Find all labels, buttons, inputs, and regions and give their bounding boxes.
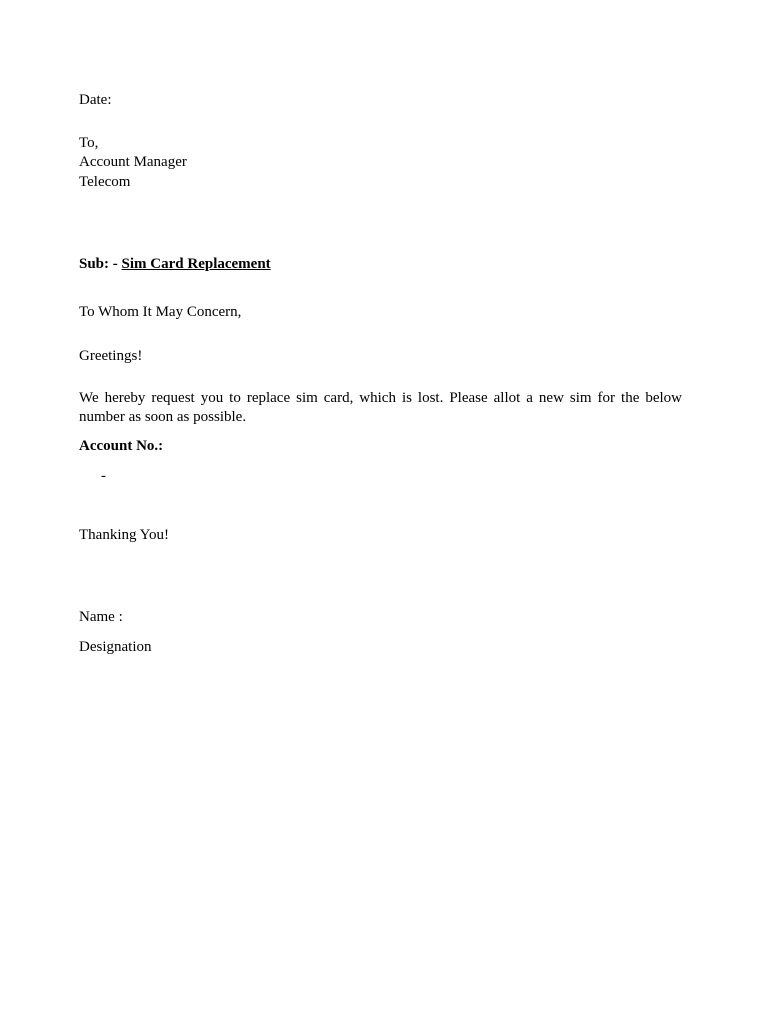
account-number-bullet: - [101,468,106,484]
greeting: Greetings! [79,348,143,364]
subject-line [79,255,271,274]
designation-label: Designation [79,639,152,655]
name-label: Name : [79,609,123,625]
recipient-title: Account Manager [79,154,187,170]
account-number-label: Account No.: [79,438,164,454]
body-paragraph: We hereby request you to replace sim card, which is lost. Please allot a new sim for the below number as soon as possible. [79,390,682,425]
date-label: Date: [79,92,112,108]
recipient-company: Telecom [79,174,131,190]
to-label: To, [79,135,99,151]
salutation: To Whom It May Concern, [79,304,242,320]
closing: Thanking You! [79,527,170,543]
subject-prefix: Sub: - [79,256,122,272]
subject-text: Sim Card Replacement [121,256,271,272]
